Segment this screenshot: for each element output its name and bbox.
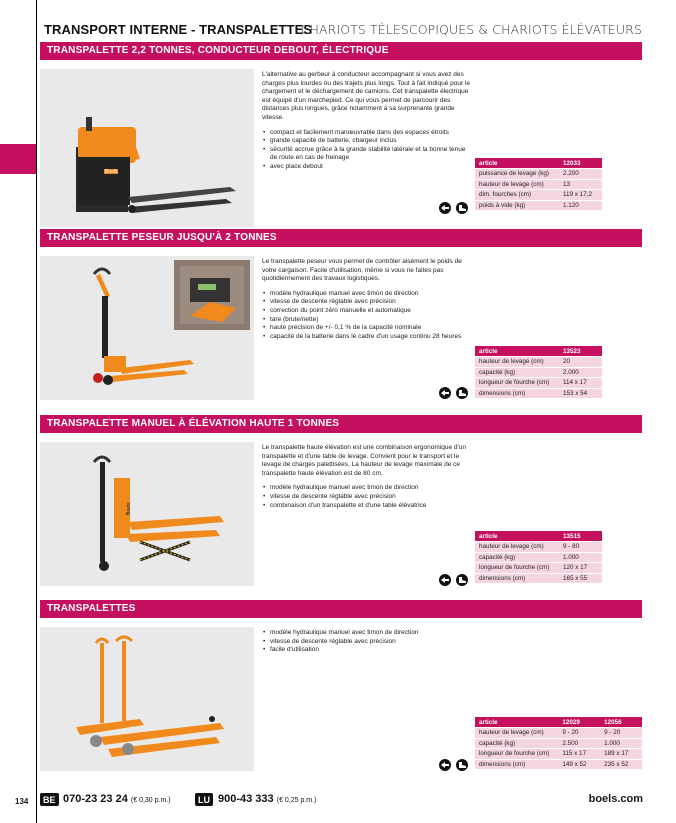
page-number: 134: [15, 797, 29, 806]
spec-value: 1.000: [600, 738, 642, 749]
feature-item: • vitesse de descente réglable avec précision: [262, 493, 476, 502]
spec-table: [475, 717, 642, 770]
spec-table: [475, 346, 602, 399]
phone-number[interactable]: 900-43 333: [218, 793, 274, 805]
spec-header-label: article: [475, 346, 559, 357]
feature-item: • combinaison d'un transpalette et d'une table élévatrice: [262, 502, 476, 511]
spec-value: 189 x 17: [600, 749, 642, 760]
boot-icon: [455, 758, 469, 770]
icon-group: [438, 573, 469, 585]
spec-table: [475, 158, 602, 211]
product-image-electric: [40, 69, 254, 227]
spec-value: 235 x 52: [600, 759, 642, 770]
page-footer: [15, 793, 643, 809]
feature-list: [262, 290, 476, 342]
brand-logo: Boels: [126, 502, 132, 515]
phone-be[interactable]: [63, 793, 171, 805]
feature-item: • modèle hydraulique manuel avec timon de direction: [262, 290, 476, 299]
icon-group: [438, 201, 469, 213]
spec-header-value: 13515: [559, 531, 602, 542]
spec-value: 9 - 20: [600, 728, 642, 739]
feature-item: • facile d'utilisation: [262, 646, 476, 655]
feature-item: • haute précision de +/- 0,1 % de la capacité nominale: [262, 324, 476, 333]
call-rate: (€ 0,30 p.m.): [130, 797, 171, 804]
feature-item: • capacité de la batterie dans le cadre d'un usage continu 28 heures: [262, 333, 476, 342]
spec-label: capacité (kg): [475, 367, 559, 378]
spec-label: longueur de fourche (cm): [475, 378, 559, 389]
product-description: [262, 258, 476, 341]
spec-value: 153 x 54: [559, 388, 602, 399]
phone-lu[interactable]: [218, 793, 316, 805]
boot-icon: [455, 573, 469, 585]
spec-label: longueur de fourche (cm): [475, 749, 558, 760]
product-image-high-lift: [40, 442, 254, 586]
spec-value: 2.200: [559, 169, 602, 180]
spec-header-label: article: [475, 531, 559, 542]
section-high-lift-pallet-truck: [40, 415, 642, 582]
spec-label: puissance de levage (kg): [475, 169, 559, 180]
feature-item: • grande capacité de batterie, chargeur inclus: [262, 137, 474, 146]
spec-value: 9 - 20: [558, 728, 600, 739]
spec-value: 120 x 17: [559, 563, 602, 574]
product-description: [262, 444, 476, 510]
transport-arrow-icon: [438, 573, 452, 585]
spec-value: 20: [559, 357, 602, 368]
section-title: TRANSPALETTE MANUEL À ÉLÉVATION HAUTE 1 TONNES: [40, 415, 642, 433]
country-badge-be: BE: [40, 793, 59, 806]
spec-value: 114 x 17: [559, 378, 602, 389]
product-description: [262, 71, 474, 172]
spec-header-label: article: [475, 717, 558, 728]
feature-item: • tare (brute/nette): [262, 316, 476, 325]
country-badge-lu: LU: [195, 793, 213, 806]
boot-icon: [455, 386, 469, 398]
spec-label: longueur de fourche (cm): [475, 563, 559, 574]
feature-item: • modèle hydraulique manuel avec timon de direction: [262, 484, 476, 493]
transport-arrow-icon: [438, 758, 452, 770]
feature-list: [262, 629, 476, 655]
spec-header-value: 12033: [559, 158, 602, 169]
spec-value: 115 x 17: [558, 749, 600, 760]
feature-item: • vitesse de descente réglable avec précision: [262, 638, 476, 647]
spec-label: hauteur de levage (cm): [475, 357, 559, 368]
spec-header-label: article: [475, 158, 559, 169]
spec-value: 1.120: [559, 200, 602, 211]
icon-group: [438, 386, 469, 398]
product-image-weighing: [40, 256, 254, 400]
spec-header-value: 12056: [600, 717, 642, 728]
section-weighing-pallet-truck: [40, 229, 642, 397]
icon-group: [438, 758, 469, 770]
spec-label: capacité (kg): [475, 552, 559, 563]
intro-text: Le transpalette haute élévation est une combinaison ergonomique d'un transpalette et d'une table de levage. Convient pour le transport et le levage de charges palettisées. La hauteur de levage maximale de ce transpalette haute élévation est de 80 cm.: [262, 444, 466, 477]
transport-arrow-icon: [438, 201, 452, 213]
product-image-pallet-trucks: [40, 627, 254, 771]
intro-text: L'alternative au gerbeur à conducteur accompagnant si vous avez des charges plus lourdes ou des trajets plus longs. Tout à fait indiqué pour le chargement et le déchargement de camions. Cet transpalette électrique est équipé d'un marchepied. Ce qui vous permet de parcourir des distances plus longues, grâce notamment à sa surprenante grande vitesse.: [262, 71, 471, 121]
chapter-tab: [0, 144, 36, 174]
spec-value: 165 x 55: [559, 573, 602, 584]
website-link[interactable]: boels.com: [588, 793, 643, 805]
feature-item: • modèle hydraulique manuel avec timon de direction: [262, 629, 476, 638]
phone-number[interactable]: 070-23 23 24: [63, 793, 128, 805]
spec-label: dimensions (cm): [475, 388, 559, 399]
spec-value: 2.000: [559, 367, 602, 378]
spec-value: 149 x 52: [558, 759, 600, 770]
feature-item: • vitesse de descente réglable avec précision: [262, 298, 476, 307]
call-rate: (€ 0,25 p.m.): [276, 797, 317, 804]
feature-list: [262, 129, 474, 172]
spec-label: poids à vide (kg): [475, 200, 559, 211]
spec-value: 1.000: [559, 552, 602, 563]
spec-value: 9 - 80: [559, 542, 602, 553]
spec-label: dimensions (cm): [475, 759, 558, 770]
feature-list: [262, 484, 476, 510]
spec-label: hauteur de levage (cm): [475, 728, 558, 739]
section-electric-pallet-truck: [40, 42, 642, 209]
section-title: TRANSPALETTE 2,2 TONNES, CONDUCTEUR DEBOUT, ÉLECTRIQUE: [40, 42, 642, 60]
page-header: [44, 20, 642, 42]
boot-icon: [455, 201, 469, 213]
spec-header-value: 12029: [558, 717, 600, 728]
page-margin-line: [36, 0, 37, 823]
spec-label: capacité (kg): [475, 738, 558, 749]
spec-label: dim. fourches (cm): [475, 190, 559, 201]
chapter-title: CHARIOTS TÉLESCOPIQUES & CHARIOTS ÉLÉVATEURS: [300, 22, 642, 37]
feature-item: • correction du point zéro manuelle et automatique: [262, 307, 476, 316]
section-title: TRANSPALETTE PESEUR JUSQU'À 2 TONNES: [40, 229, 642, 247]
spec-value: 119 x 17,2: [559, 190, 602, 201]
section-title: TRANSPALETTES: [40, 600, 642, 618]
spec-label: hauteur de levage (cm): [475, 179, 559, 190]
spec-value: 13: [559, 179, 602, 190]
spec-header-value: 13523: [559, 346, 602, 357]
page-title: TRANSPORT INTERNE - TRANSPALETTES: [44, 22, 313, 37]
feature-item: • sécurité accrue grâce à la grande stabilité latérale et la bonne tenue de route en cas de freinage: [262, 146, 474, 163]
spec-label: dimensions (cm): [475, 573, 559, 584]
feature-item: • avec place debout: [262, 163, 474, 172]
feature-item: • compact et facilement manœuvrable dans des espaces étroits: [262, 129, 474, 138]
section-pallet-trucks: [40, 600, 642, 768]
transport-arrow-icon: [438, 386, 452, 398]
intro-text: Le transpalette peseur vous permet de contrôler aisément le poids de votre cargaison. Facile d'utilisation, même si vous ne faites pas quotidiennement des travaux logistiques.: [262, 258, 462, 283]
brand-logo: Boels: [105, 169, 118, 175]
spec-label: hauteur de levage (cm): [475, 542, 559, 553]
product-description: [262, 629, 476, 655]
spec-table: [475, 531, 602, 584]
spec-value: 2.500: [558, 738, 600, 749]
